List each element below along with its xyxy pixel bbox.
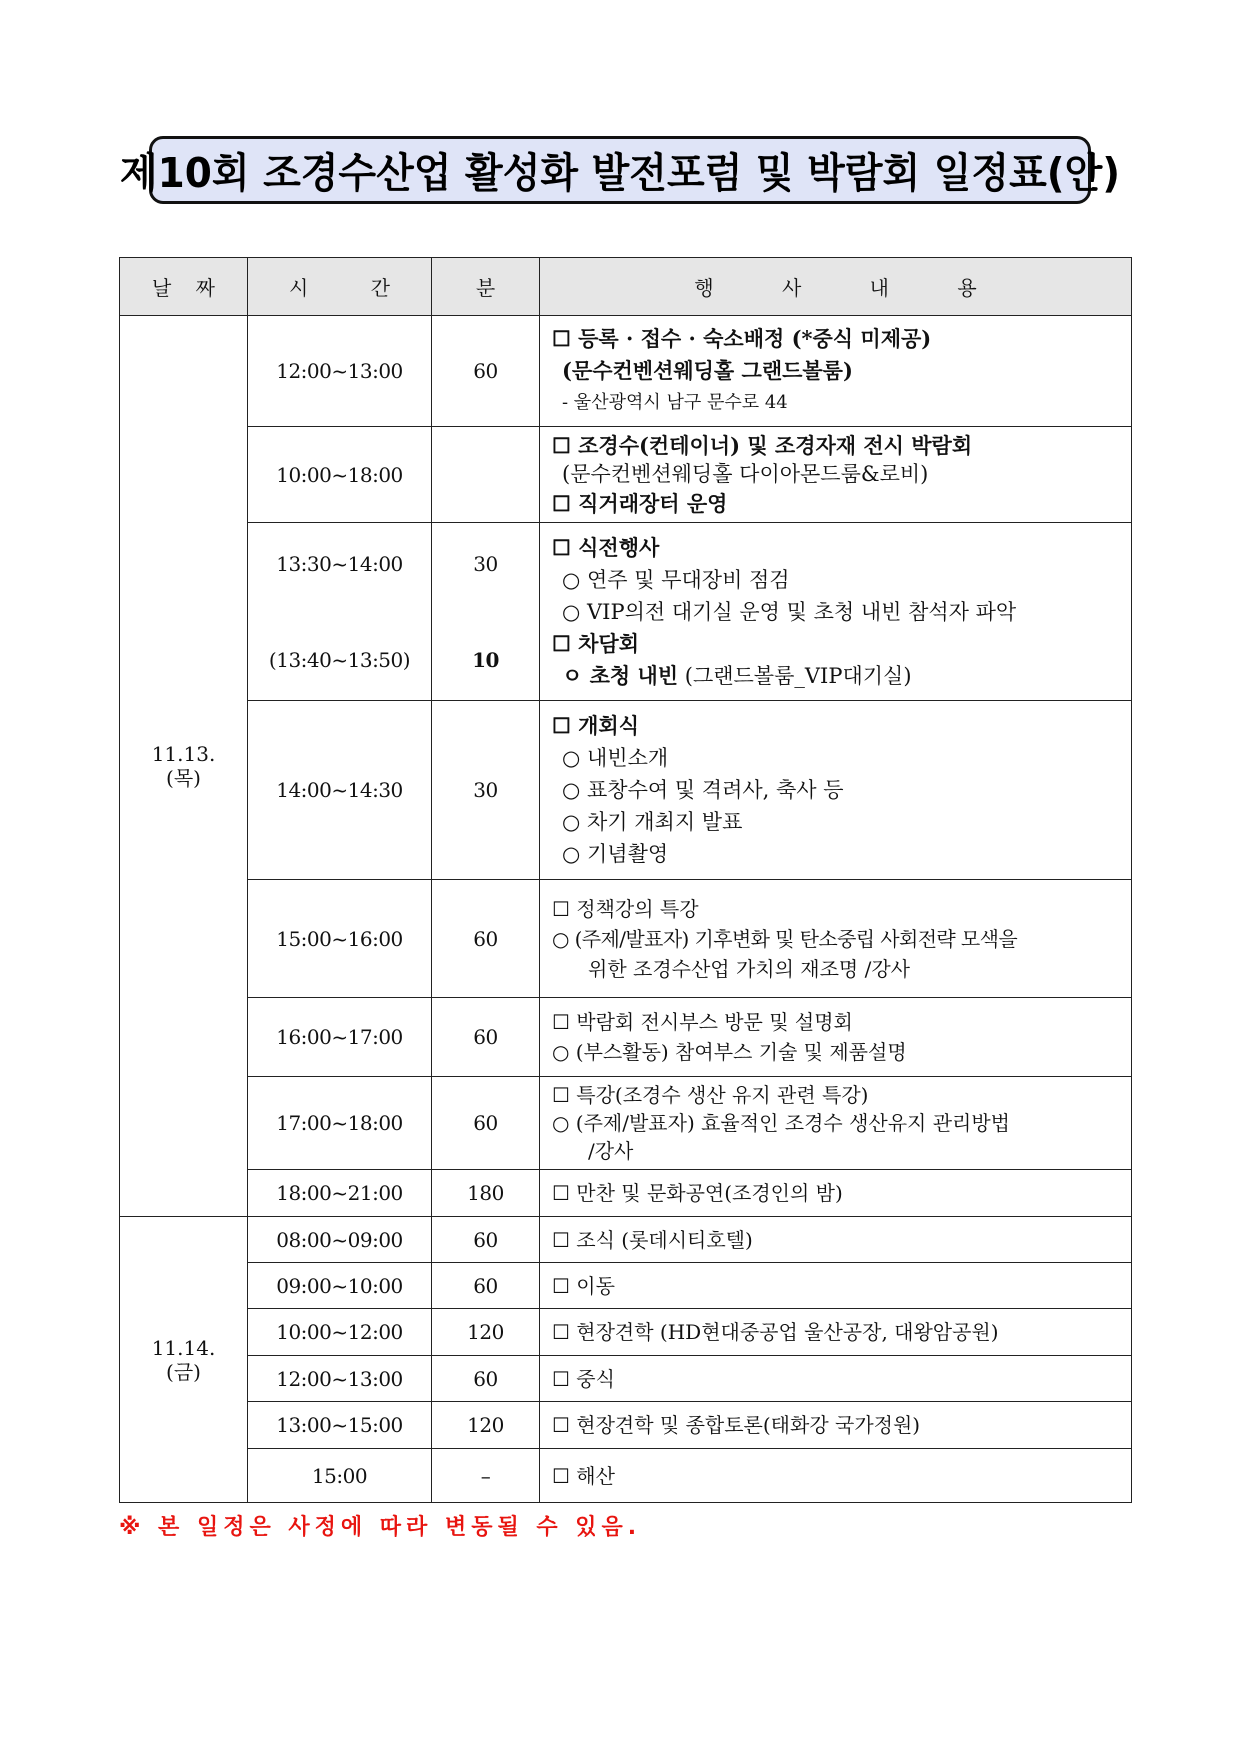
minutes-cell: – <box>432 1449 540 1503</box>
minutes-sub: 10 <box>472 647 499 672</box>
date-cell-day2 <box>120 1217 248 1503</box>
time-main: 13:30~14:00 <box>276 551 403 576</box>
content-cell <box>540 701 1132 880</box>
content-line-normal: (그랜드볼룸_VIP대기실) <box>684 663 912 688</box>
table-row <box>120 701 1132 880</box>
table-row <box>120 998 1132 1077</box>
content-line <box>552 660 1123 692</box>
content-line: (문수컨벤션웨딩홀 다이아몬드룸&로비) <box>562 462 929 486</box>
date-cell-day1 <box>120 316 248 1217</box>
time-cell: 18:00~21:00 <box>248 1170 432 1217</box>
minutes-cell <box>432 427 540 523</box>
content-line: ☐ 현장견학 (HD현대중공업 울산공장, 대왕암공원) <box>552 1320 999 1344</box>
content-line: ○ (주제/발표자) 효율적인 조경수 생산유지 관리방법 <box>552 1111 1010 1135</box>
time-cell <box>248 523 432 701</box>
time-stack <box>248 552 431 672</box>
time-cell: 08:00~09:00 <box>248 1217 432 1263</box>
content-line: ☐ 이동 <box>552 1273 615 1298</box>
content-line: ○ 차기 개최지 발표 <box>562 810 743 834</box>
content-cell <box>540 998 1132 1077</box>
table-row <box>120 1170 1132 1217</box>
table-row <box>120 1309 1132 1356</box>
header-minutes: 분 <box>432 258 540 316</box>
date-day2: 11.14. <box>151 1335 216 1360</box>
date-day1: 11.13. <box>151 742 216 766</box>
content-cell <box>540 523 1132 701</box>
time-cell: 16:00~17:00 <box>248 998 432 1077</box>
content-line: ○ 기념촬영 <box>562 842 669 866</box>
content-line: ○ 표창수여 및 격려사, 축사 등 <box>562 778 844 802</box>
minutes-cell: 30 <box>432 701 540 880</box>
header-time: 시 간 <box>248 258 432 316</box>
content-cell <box>540 316 1132 427</box>
time-cell: 13:00~15:00 <box>248 1402 432 1449</box>
content-line: ☐ 차담회 <box>552 630 639 656</box>
table-row <box>120 1402 1132 1449</box>
time-sub: (13:40~13:50) <box>268 647 411 672</box>
content-line: 위한 조경수산업 가치의 재조명 /강사 <box>588 956 910 981</box>
minutes-main: 30 <box>473 551 498 576</box>
time-cell: 15:00~16:00 <box>248 880 432 998</box>
time-cell: 12:00~13:00 <box>248 1356 432 1402</box>
table-row <box>120 316 1132 427</box>
minutes-cell: 60 <box>432 1077 540 1170</box>
content-line: ☐ 직거래장터 운영 <box>552 491 728 516</box>
minutes-cell: 60 <box>432 1263 540 1309</box>
time-cell: 10:00~18:00 <box>248 427 432 523</box>
content-line: ☐ 현장견학 및 종합토론(태화강 국가정원) <box>552 1413 921 1437</box>
content-line: - 울산광역시 남구 문수로 44 <box>562 392 788 413</box>
content-cell <box>540 1356 1132 1402</box>
content-line: ☐ 조식 (롯데시티호텔) <box>552 1227 753 1252</box>
content-cell <box>540 1263 1132 1309</box>
content-line: ☐ 조경수(컨테이너) 및 조경자재 전시 박람회 <box>552 433 973 458</box>
table-row <box>120 523 1132 701</box>
document-title-box <box>119 136 1121 204</box>
minutes-cell: 60 <box>432 1356 540 1402</box>
content-cell <box>540 1217 1132 1263</box>
content-cell <box>540 1402 1132 1449</box>
content-cell <box>540 1077 1132 1170</box>
weekday-day1: (목) <box>166 766 201 790</box>
minutes-cell: 120 <box>432 1309 540 1356</box>
time-cell: 17:00~18:00 <box>248 1077 432 1170</box>
content-cell <box>540 427 1132 523</box>
time-cell: 10:00~12:00 <box>248 1309 432 1356</box>
time-cell: 14:00~14:30 <box>248 701 432 880</box>
table-row <box>120 1263 1132 1309</box>
content-line: ☐ 개회식 <box>552 713 639 738</box>
minutes-cell: 60 <box>432 316 540 427</box>
content-line: ☐ 박람회 전시부스 방문 및 설명회 <box>552 1010 853 1034</box>
content-line: ○ (부스활동) 참여부스 기술 및 제품설명 <box>552 1040 907 1064</box>
minutes-cell: 120 <box>432 1402 540 1449</box>
content-cell <box>540 880 1132 998</box>
minutes-cell: 60 <box>432 1217 540 1263</box>
content-line: (문수컨벤션웨딩홀 그랜드볼룸) <box>562 358 853 383</box>
header-content: 행 사 내 용 <box>540 258 1132 316</box>
content-cell <box>540 1309 1132 1356</box>
content-line: ☐ 식전행사 <box>552 534 660 560</box>
table-row <box>120 1356 1132 1402</box>
minutes-stack <box>432 552 539 672</box>
minutes-cell: 60 <box>432 998 540 1077</box>
minutes-cell <box>432 523 540 701</box>
table-header-row <box>120 258 1132 316</box>
document-title: 제10회 조경수산업 활성화 발전포럼 및 박람회 일정표(안) <box>119 150 1121 198</box>
table-row <box>120 1449 1132 1503</box>
content-line: ○ VIP의전 대기실 운영 및 초청 내빈 참석자 파악 <box>562 599 1017 624</box>
header-date: 날 짜 <box>120 258 248 316</box>
schedule-table <box>119 257 1132 1503</box>
content-line: ☐ 중식 <box>552 1366 615 1391</box>
change-notice: ※ 본 일정은 사정에 따라 변동될 수 있음. <box>119 1515 642 1540</box>
time-cell: 09:00~10:00 <box>248 1263 432 1309</box>
table-row <box>120 880 1132 998</box>
content-line: ☐ 해산 <box>552 1463 615 1488</box>
content-line: ☐ 정책강의 특강 <box>552 896 699 921</box>
content-line: ○ 내빈소개 <box>562 746 669 770</box>
weekday-day2: (금) <box>166 1359 201 1384</box>
content-line-bold: ㅇ 초청 내빈 <box>562 662 679 688</box>
time-cell: 12:00~13:00 <box>248 316 432 427</box>
minutes-cell: 180 <box>432 1170 540 1217</box>
content-cell <box>540 1449 1132 1503</box>
content-cell <box>540 1170 1132 1217</box>
content-line: ○ (주제/발표자) 기후변화 및 탄소중립 사회전략 모색을 <box>552 926 1018 951</box>
table-row <box>120 1217 1132 1263</box>
table-row <box>120 1077 1132 1170</box>
content-line: ☐ 등록 · 접수 · 숙소배정 (*중식 미제공) <box>552 326 932 351</box>
minutes-cell: 60 <box>432 880 540 998</box>
table-row <box>120 427 1132 523</box>
content-line: /강사 <box>588 1139 634 1163</box>
time-cell: 15:00 <box>248 1449 432 1503</box>
content-line: ○ 연주 및 무대장비 점검 <box>562 567 790 592</box>
content-line: ☐ 만찬 및 문화공연(조경인의 밤) <box>552 1181 843 1205</box>
content-line: ☐ 특강(조경수 생산 유지 관련 특강) <box>552 1083 869 1107</box>
